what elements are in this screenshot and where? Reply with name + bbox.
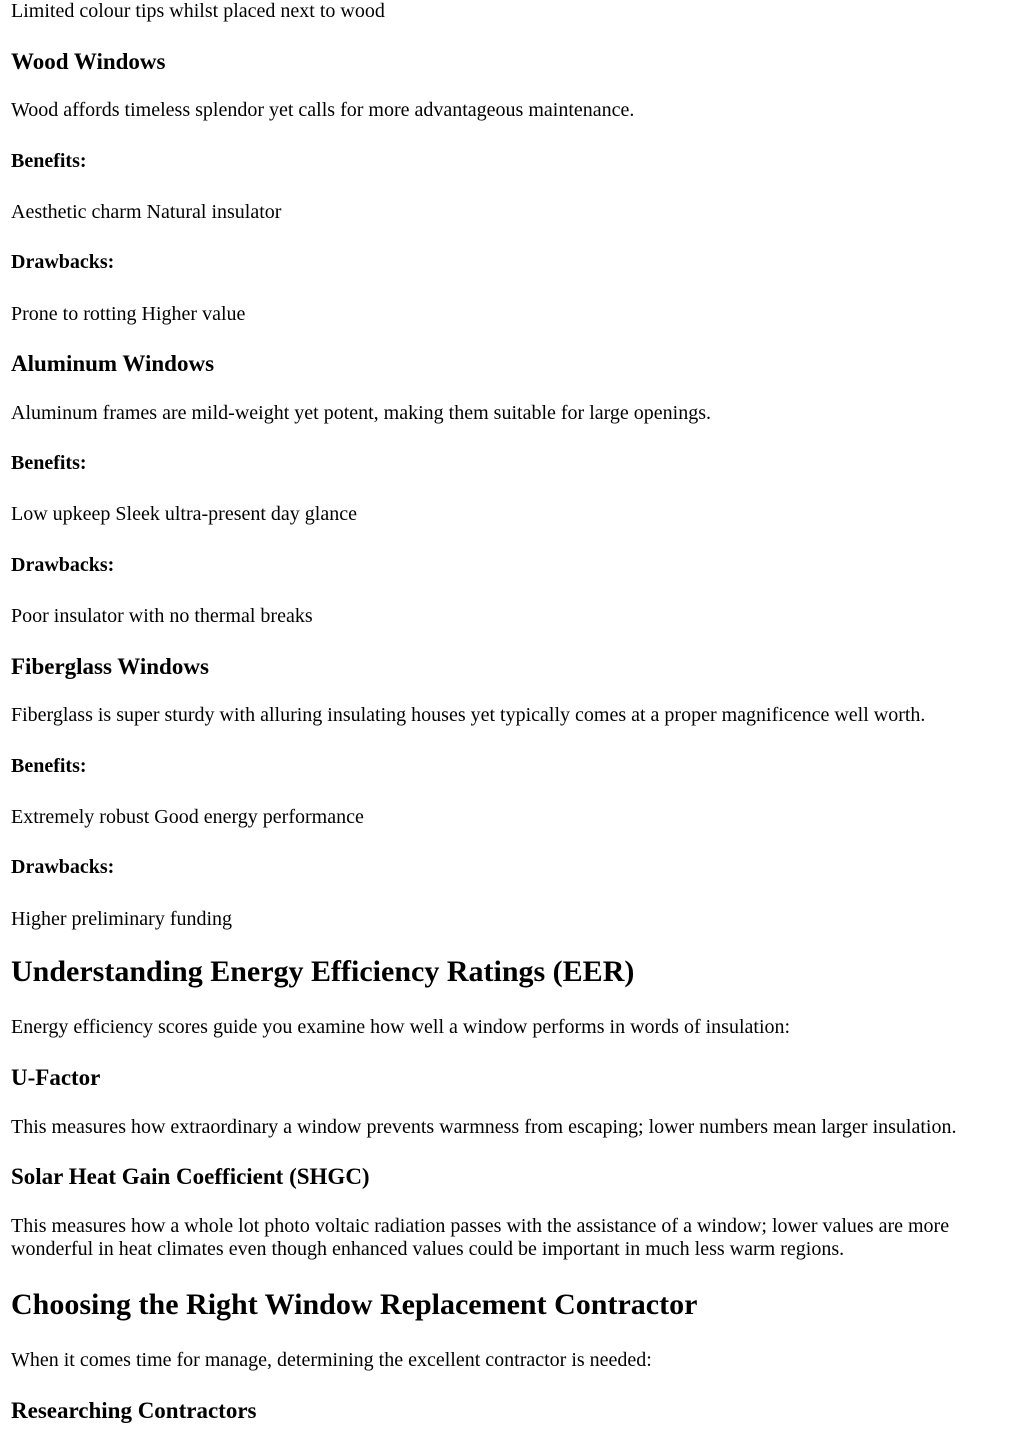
contractor-intro: When it comes time for manage, determining the excellent contractor is needed: (11, 1349, 652, 1371)
u-factor-text: This measures how extraordinary a window prevents warmness from escaping; lower numbers mean larger insulation. (11, 1116, 957, 1138)
wood-benefits-text: Aesthetic charm Natural insulator (11, 201, 282, 223)
eer-intro: Energy efficiency scores guide you examine how well a window performs in words of insulation: (11, 1016, 791, 1038)
wood-intro: Wood affords timeless splendor yet calls for more advantageous maintenance. (11, 99, 635, 121)
shgc-text: This measures how a whole lot photo voltaic radiation passes with the assistance of a window; lower values are more wonderful in heat climates even though enhanced values could be important in much less warm regions. (11, 1215, 950, 1260)
aluminum-intro: Aluminum frames are mild-weight yet potent, making them suitable for large openings. (11, 402, 712, 424)
wood-benefits-label: Benefits: (11, 150, 87, 172)
fiberglass-benefits-label: Benefits: (11, 755, 87, 777)
contractor-heading: Choosing the Right Window Replacement Contractor (11, 1288, 698, 1321)
wood-drawbacks-label: Drawbacks: (11, 251, 115, 273)
fiberglass-drawbacks-text: Higher preliminary funding (11, 908, 233, 930)
fiberglass-drawbacks-label: Drawbacks: (11, 856, 115, 878)
aluminum-drawbacks-label: Drawbacks: (11, 554, 115, 576)
shgc-heading: Solar Heat Gain Coefficient (SHGC) (11, 1164, 370, 1189)
vinyl-drawbacks-text: Limited colour tips whilst placed next to wood (11, 0, 385, 22)
aluminum-benefits-label: Benefits: (11, 452, 87, 474)
fiberglass-benefits-text: Extremely robust Good energy performance (11, 806, 364, 828)
wood-drawbacks-text: Prone to rotting Higher value (11, 303, 246, 325)
fiberglass-intro: Fiberglass is super sturdy with alluring insulating houses yet typically comes at a proper magnificence well worth. (11, 704, 926, 726)
aluminum-benefits-text: Low upkeep Sleek ultra-present day glance (11, 503, 357, 525)
fiberglass-windows-heading: Fiberglass Windows (11, 654, 209, 679)
wood-windows-heading: Wood Windows (11, 49, 166, 74)
aluminum-windows-heading: Aluminum Windows (11, 351, 215, 376)
researching-contractors-heading: Researching Contractors (11, 1398, 257, 1423)
aluminum-drawbacks-text: Poor insulator with no thermal breaks (11, 605, 313, 627)
eer-heading: Understanding Energy Efficiency Ratings (EER) (11, 955, 635, 988)
u-factor-heading: U-Factor (11, 1065, 101, 1090)
